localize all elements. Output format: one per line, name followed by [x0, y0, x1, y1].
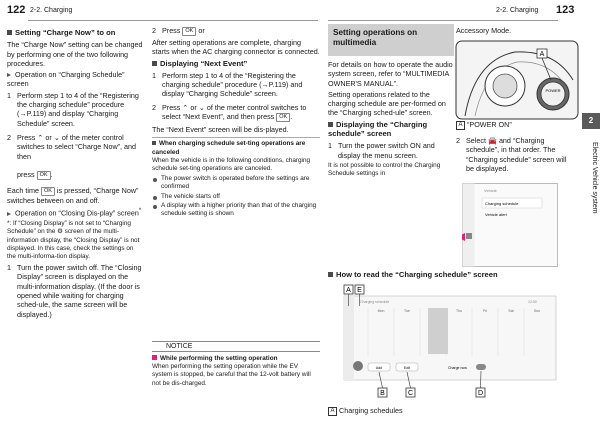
step-2: 2 Press ⌃ or ⌄ of the meter control switches to select “Charge Now”, and then press OK . — [7, 132, 137, 180]
column-4-steps — [456, 120, 576, 175]
day-label: Sat — [508, 309, 514, 313]
section-title-box: Setting operations on multimedia — [328, 24, 454, 56]
day-label: Fri — [482, 309, 488, 313]
callout-d: D — [477, 390, 484, 397]
day-label: Tue — [404, 309, 410, 313]
day-label: Thu — [455, 309, 463, 313]
callout-b: B — [380, 390, 385, 397]
chapter-label: Electric Vehicle system — [591, 142, 598, 214]
cancel-bullet: The vehicle starts off — [152, 193, 320, 201]
callout-a: A — [539, 51, 545, 58]
chevron-down-icon: ⌄ — [53, 132, 60, 142]
intro-text: The “Charge Now” setting can be changed by performing one of the two following procedures. — [7, 40, 143, 68]
right-page-number: 123 — [556, 4, 575, 16]
right-section-title: 2-2. Charging — [496, 7, 539, 14]
day-label: Sun — [533, 309, 541, 313]
next-event-text: The “Next Event” screen will be dis-played. — [152, 125, 289, 135]
triangle-bullet-icon — [7, 73, 11, 77]
menu-title: Vehicle — [484, 188, 497, 193]
menu-item-alert: Vehicle alert — [485, 212, 507, 217]
notice-banner: NOTICE — [152, 341, 320, 352]
gear-icon: ⚙ — [57, 228, 63, 236]
cancel-heading: When charging schedule set-ting operations are canceled — [152, 140, 306, 156]
read-schedule-heading: How to read the “Charging schedule” screen — [328, 270, 578, 279]
operation-2: Operation on “Closing Dis-play” screen* — [7, 207, 144, 218]
chapter-tab: 2 — [582, 113, 600, 129]
menu-screen-illustration — [462, 183, 558, 267]
step-set-on: 2 Press OK or — [152, 26, 205, 35]
display-heading: Displaying the “Charging schedule” screen — [328, 119, 428, 139]
clock-time: 12:00 — [528, 300, 537, 304]
chevron-down-icon: ⌄ — [198, 102, 205, 112]
each-time-text: Each time OK is pressed, “Charge Now” switches between on and off. — [7, 186, 139, 206]
charge-now-toggle-label: Charge now — [448, 366, 467, 370]
cancel-bullet: A display with a higher priority than that of the charging schedule setting is shown — [152, 202, 320, 218]
power-on-caption: A “POWER ON” — [456, 120, 576, 130]
square-bullet-icon — [152, 61, 157, 66]
callout-a: A — [346, 287, 351, 294]
column-4 — [456, 26, 576, 37]
square-bullet-icon — [328, 272, 333, 277]
chevron-up-icon: ⌃ — [182, 102, 189, 112]
callout-e: E — [357, 287, 362, 294]
power-switch-illustration — [455, 40, 579, 120]
column-1 — [7, 26, 144, 321]
next-step-2: 2 Press ⌃ or ⌄ of the meter control switches to select “Next Event”, and then press OK . — [152, 102, 307, 122]
accessory-note: It is not possible to control the Charging Schedule settings in — [328, 161, 441, 178]
next-step-1: 1 Perform step 1 to 4 of the “Registering the charging schedule” procedure (→P.119) and display “Charging Schedule” screen. — [152, 70, 303, 99]
notice-body — [152, 355, 320, 390]
charge-now-heading: Setting “Charge Now” to on — [7, 28, 144, 37]
cancel-block — [152, 137, 320, 218]
right-header-rule — [328, 20, 558, 21]
cancel-bullet: The power switch is operated before the settings are confirmed — [152, 175, 320, 191]
schedule-title: Charging schedule — [360, 300, 390, 304]
left-page-number: 122 — [7, 4, 26, 16]
bottom-section — [328, 268, 578, 282]
square-bullet-icon — [7, 30, 12, 35]
callout-c: C — [407, 390, 414, 397]
warning-square-icon — [152, 355, 157, 360]
ok-key: OK — [37, 171, 51, 180]
notice-heading: While performing the setting operation — [152, 355, 320, 363]
menu-item-charging: Charging schedule — [485, 201, 519, 206]
notice-text: When performing the setting operation while the EV system is stopped, be careful that the 12-volt battery will not be dis-charged. — [152, 363, 311, 387]
square-bullet-icon — [328, 122, 333, 127]
edit-button: Edit — [403, 366, 411, 370]
menu-step-1: 1 Turn the power switch ON and display the menu screen. — [328, 141, 435, 160]
triangle-bullet-icon — [7, 212, 11, 216]
accessory-text: Accessory Mode. — [456, 26, 512, 35]
operation-1: Operation on “Charging Schedule” screen — [7, 70, 125, 89]
schedule-block — [428, 308, 448, 354]
schedule-screen-illustration — [332, 284, 568, 402]
step-1: 1 Perform step 1 to 4 of the “Registering the charging schedule” procedure (→P.119) and display “Charging Schedule” screen. — [7, 90, 139, 128]
next-event-heading: Displaying “Next Event” — [152, 59, 320, 68]
left-section-title: 2-2. Charging — [30, 7, 73, 14]
step-3: 1 Turn the power switch off. The “Closing Display” screen is displayed on the multi-information display. (If the door is opened while waiting for charging sched-ule, the same screen will be displayed.) — [7, 263, 142, 319]
chevron-up-icon: ⌃ — [37, 132, 44, 142]
multimedia-ref-text: For details on how to operate the audio system screen, refer to “MULTIMEDIA OWNER'S MANUAL”. — [328, 60, 453, 88]
after-text: After setting operations are complete, charging starts when the AC charging connector is connected. — [152, 38, 320, 57]
page-header — [0, 0, 600, 24]
schedule-screen-text: Setting operations related to the charging schedule are per-formed on the “Charging sched-ule” screen. — [328, 89, 446, 118]
schedule-caption: A Charging schedules — [328, 406, 528, 416]
select-step: 2 Select 🚘 and “Charging schedule”, in that order. The “Charging schedule” screen will be displayed. — [456, 136, 567, 173]
square-bullet-icon — [152, 141, 156, 145]
column-3 — [328, 60, 454, 180]
left-header-rule — [28, 20, 318, 21]
add-button: Add — [375, 366, 383, 370]
cancel-intro: When the vehicle is in the following conditions, charging schedule set-ting operations are canceled. — [152, 156, 311, 172]
power-button-label: POWER — [545, 88, 561, 93]
footnote: *: If “Closing Display” is not set to “Charging Schedule” on the ⚙ screen of the multi-information display, the “Closing Display” is not displayed. In this case, check the settings on the multi-informa-tion display. — [7, 220, 140, 260]
column-2 — [152, 26, 320, 219]
day-label: Mon — [377, 309, 385, 313]
car-icon: 🚘 — [487, 136, 497, 145]
